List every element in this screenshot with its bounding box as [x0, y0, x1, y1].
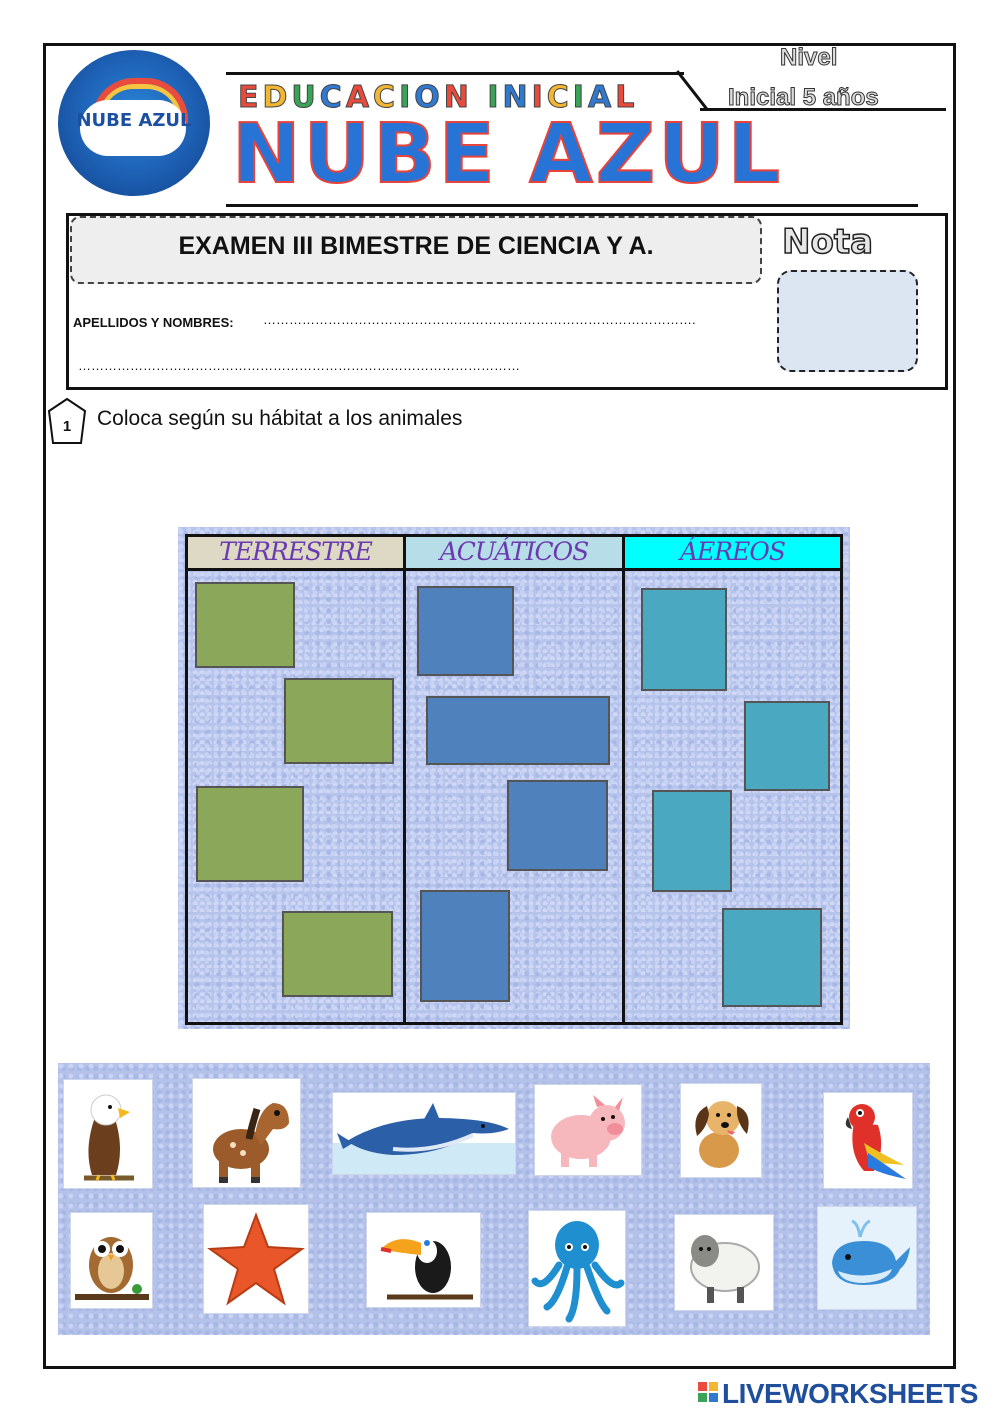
question-number: 1: [62, 418, 72, 435]
animal-card-whale[interactable]: [818, 1207, 916, 1309]
liveworksheets-logo-icon: [698, 1382, 718, 1402]
subtitle-letter: I: [572, 80, 588, 115]
octopus-icon: [529, 1211, 625, 1326]
subtitle-letter: A: [345, 80, 374, 115]
subtitle-letter: N: [502, 80, 532, 115]
question-number-badge: [47, 397, 87, 447]
dolphin-icon: [333, 1093, 515, 1174]
animal-card-eagle[interactable]: [64, 1080, 152, 1188]
column-divider: [622, 534, 625, 1025]
sheep-icon: [675, 1215, 773, 1310]
drop-zone-terrestre[interactable]: [196, 786, 304, 882]
drop-zone-aereos[interactable]: [652, 790, 732, 892]
subtitle-letter: N: [443, 80, 473, 115]
dog-icon: [681, 1084, 761, 1177]
grade-label: Nota: [782, 222, 874, 262]
drop-zone-acuaticos[interactable]: [507, 780, 608, 871]
exam-title: EXAMEN III BIMESTRE DE CIENCIA Y A.: [178, 232, 654, 260]
parrot-icon: [824, 1093, 912, 1188]
subtitle-letter: C: [319, 80, 346, 115]
drop-zone-terrestre[interactable]: [195, 582, 295, 668]
subtitle-letter: C: [546, 80, 573, 115]
subtitle-letter: I: [399, 80, 415, 115]
column-divider: [403, 534, 406, 1025]
subtitle-letter: O: [414, 80, 444, 115]
animal-card-horse[interactable]: [193, 1079, 300, 1187]
school-logo: [58, 50, 210, 196]
header-top-line: [226, 72, 684, 75]
drop-zone-aereos[interactable]: [722, 908, 822, 1007]
horse-icon: [193, 1079, 300, 1187]
subtitle-letter: I: [531, 80, 547, 115]
level-value: Inicial 5 años: [728, 84, 879, 111]
animal-card-owl[interactable]: [71, 1213, 152, 1308]
footer-brand[interactable]: LIVEWORKSHEETS: [722, 1378, 978, 1409]
column-header-terrestre: TERRESTRE: [188, 537, 403, 571]
drop-zone-acuaticos[interactable]: [417, 586, 514, 676]
header-underline: [226, 204, 918, 207]
drop-zone-aereos[interactable]: [641, 588, 727, 691]
exam-title-box: [70, 216, 762, 284]
drop-zone-aereos[interactable]: [744, 701, 830, 791]
owl-icon: [71, 1213, 152, 1308]
brand-title: NUBE AZUL: [232, 107, 784, 202]
names-field-line2[interactable]: …………………………………………………………………………………………: [78, 358, 520, 373]
level-label: Nivel: [780, 44, 838, 71]
grade-field[interactable]: [777, 270, 918, 372]
toucan-icon: [367, 1213, 480, 1307]
drop-zone-terrestre[interactable]: [284, 678, 394, 764]
drop-zone-acuaticos[interactable]: [420, 890, 510, 1002]
animal-card-dolphin[interactable]: [333, 1093, 515, 1174]
whale-icon: [818, 1207, 916, 1309]
subtitle-letter: A: [587, 80, 616, 115]
subtitle-letter: I: [487, 80, 503, 115]
starfish-icon: [204, 1205, 308, 1313]
column-header-acuaticos: ACUÁTICOS: [406, 537, 622, 571]
animal-card-sheep[interactable]: [675, 1215, 773, 1310]
names-field[interactable]: ……………………………………………………………………………………….: [263, 312, 696, 327]
drop-zone-acuaticos[interactable]: [426, 696, 610, 765]
animal-card-starfish[interactable]: [204, 1205, 308, 1313]
subtitle-letter: L: [615, 80, 639, 115]
pig-icon: [535, 1085, 641, 1175]
question-instruction: Coloca según su hábitat a los animales: [97, 407, 463, 430]
animal-card-octopus[interactable]: [529, 1211, 625, 1326]
names-label: APELLIDOS Y NOMBRES:: [73, 315, 234, 330]
drop-zone-terrestre[interactable]: [282, 911, 393, 997]
animal-card-pig[interactable]: [535, 1085, 641, 1175]
column-header-aereos: ÁEREOS: [625, 537, 840, 571]
logo-text: NUBE AZUL: [76, 110, 192, 131]
animal-card-parrot[interactable]: [824, 1093, 912, 1188]
subtitle-letter: U: [291, 80, 320, 115]
subtitle-letter: D: [262, 80, 292, 115]
animal-card-dog[interactable]: [681, 1084, 761, 1177]
animal-card-toucan[interactable]: [367, 1213, 480, 1307]
subtitle-letter: E: [238, 80, 263, 115]
subtitle-letter: C: [373, 80, 400, 115]
eagle-icon: [64, 1080, 152, 1188]
